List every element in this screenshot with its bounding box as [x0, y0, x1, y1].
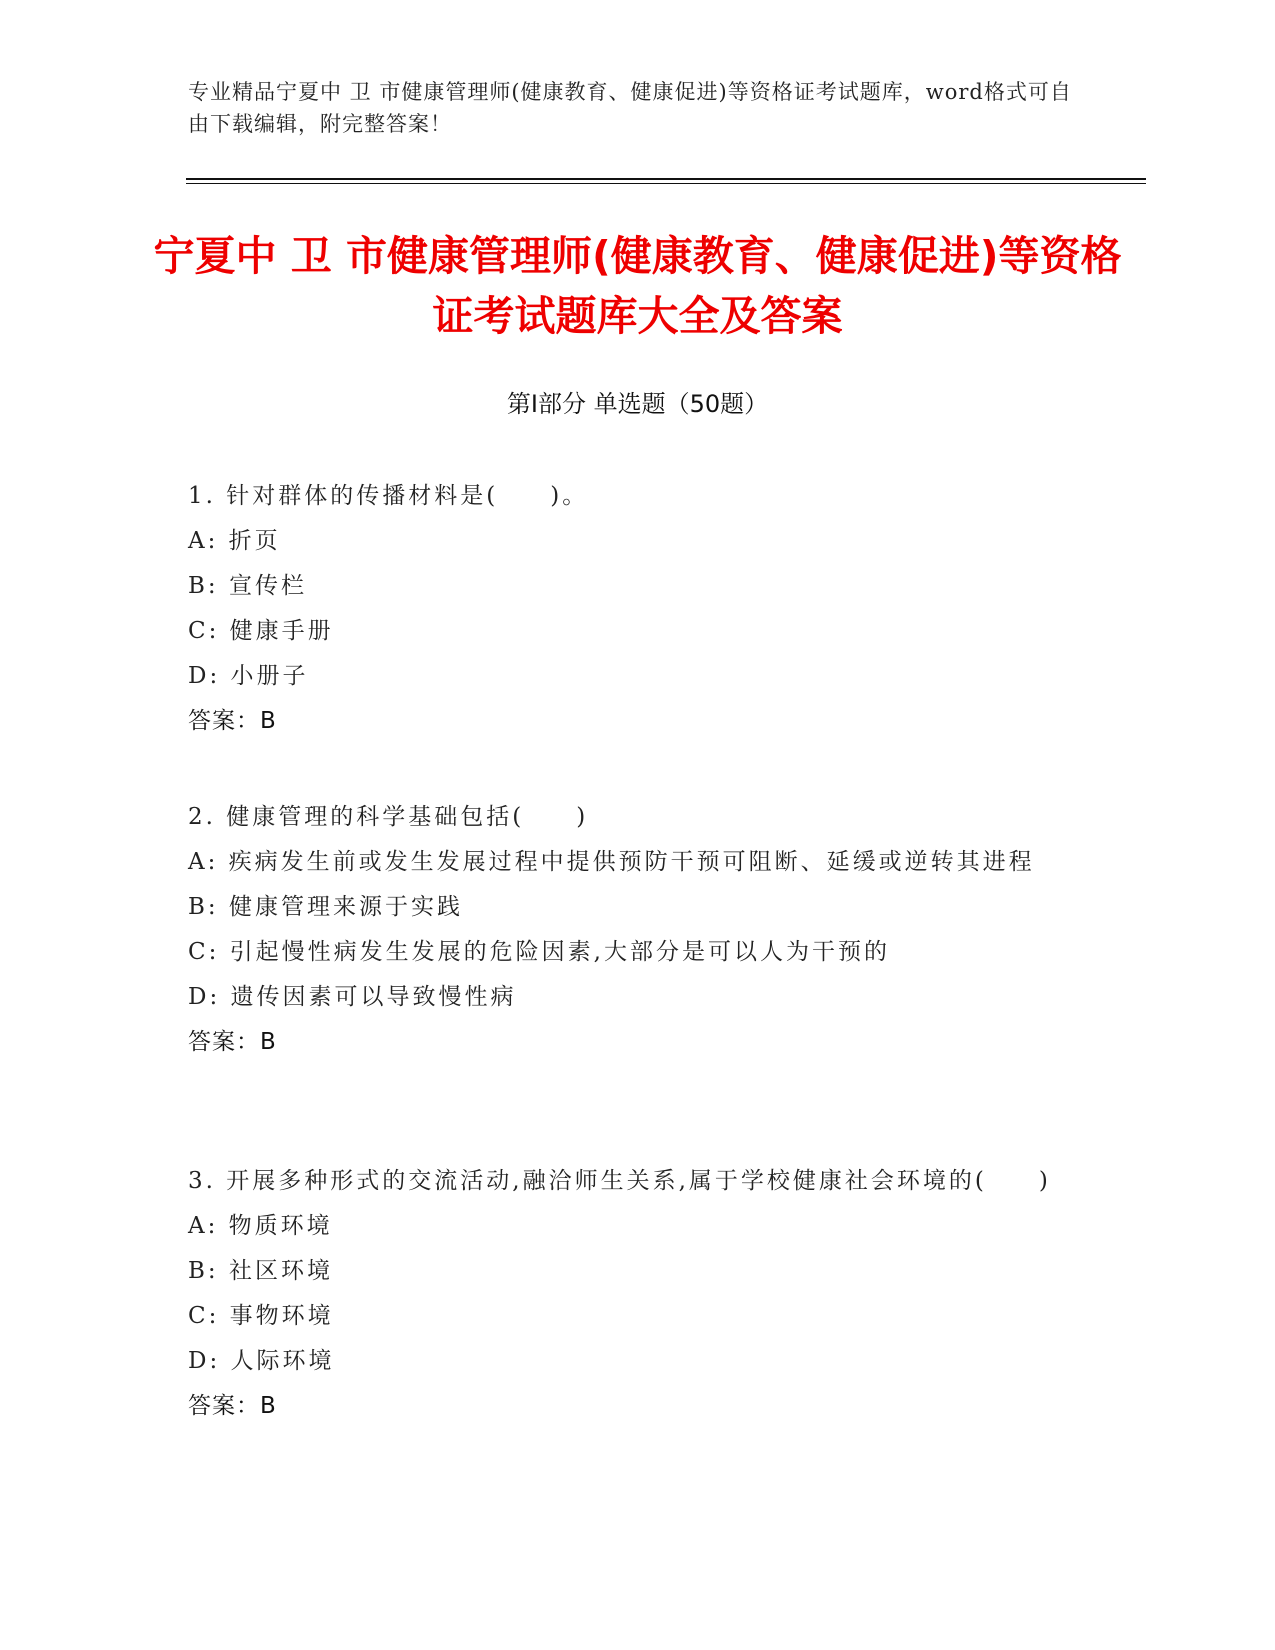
- option-d: D: 人际环境: [188, 1348, 335, 1374]
- question-3: [188, 1159, 1078, 1429]
- section-heading: 第Ⅰ部分 单选题（50题）: [506, 390, 769, 418]
- option-b: B: 宣传栏: [188, 573, 307, 599]
- answer: 答案：B: [188, 1029, 277, 1055]
- option-c: C: 引起慢性病发生发展的危险因素,大部分是可以人为干预的: [188, 939, 890, 965]
- header-rule-thick: [186, 178, 1146, 180]
- option-a: A: 物质环境: [188, 1213, 333, 1239]
- answer: 答案：B: [188, 708, 277, 734]
- question-stem: 2. 健康管理的科学基础包括( ): [188, 804, 589, 830]
- option-a: A: 疾病发生前或发生发展过程中提供预防干预可阻断、延缓或逆转其进程: [188, 849, 1035, 875]
- question-stem: 1. 针对群体的传播材料是( )。: [188, 483, 589, 509]
- question-2: [188, 795, 1078, 1065]
- answer: 答案：B: [188, 1393, 277, 1419]
- option-b: B: 社区环境: [188, 1258, 333, 1284]
- header-rule-thin: [186, 183, 1146, 184]
- option-b: B: 健康管理来源于实践: [188, 894, 463, 920]
- question-stem: 3. 开展多种形式的交流活动,融洽师生关系,属于学校健康社会环境的( ): [188, 1168, 1051, 1194]
- option-c: C: 健康手册: [188, 618, 334, 644]
- option-d: D: 遗传因素可以导致慢性病: [188, 984, 517, 1010]
- option-a: A: 折页: [188, 528, 281, 554]
- option-c: C: 事物环境: [188, 1303, 334, 1329]
- header-note: 专业精品宁夏中 卫 市健康管理师(健康教育、健康促进)等资格证考试题库，word格式可自由下载编辑，附完整答案！: [188, 80, 1072, 136]
- option-d: D: 小册子: [188, 663, 309, 689]
- document-title: 宁夏中 卫 市健康管理师(健康教育、健康促进)等资格证考试题库大全及答案: [153, 232, 1122, 340]
- question-1: [188, 474, 1078, 744]
